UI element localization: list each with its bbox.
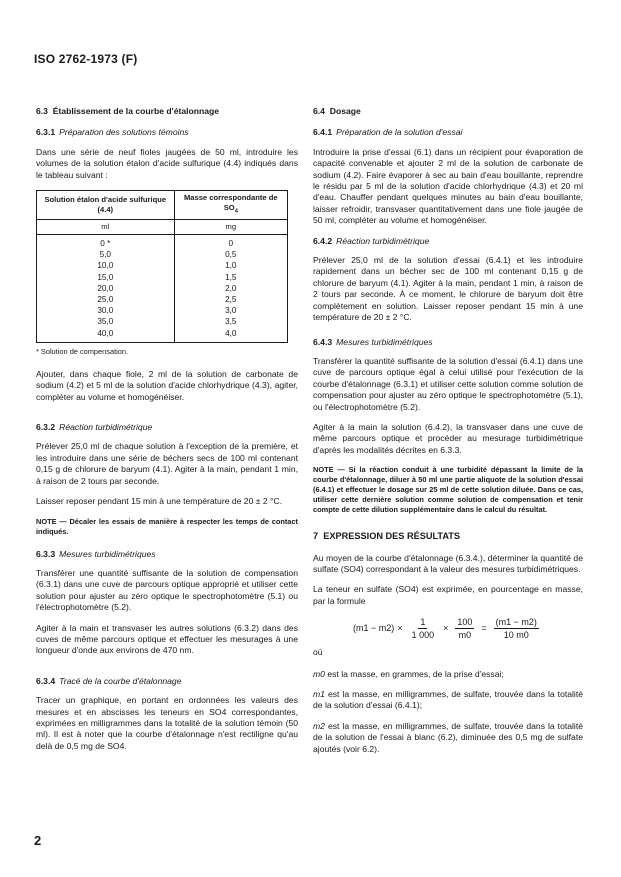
- paragraph-6-3-1: Dans une série de neuf fioles jaugées de 50 ml, introduire les volumes de la solution étalon d'acide sulfurique (4.4) indiqués dans le tableau suivant :: [36, 146, 298, 180]
- formula-times: ×: [397, 622, 403, 633]
- section-6-3-2-heading: [36, 422, 298, 433]
- section-title: Préparation de la solution d'essai: [336, 127, 463, 138]
- definition-text: est la masse, en milligrammes, de sulfate, trouvée dans la totalité de la solution de l'essai à blanc (6.2), diminuée des 0,5 mg de sulfate ajoutés (voir 6.2).: [313, 720, 584, 754]
- formula-left-term: (m1 − m2): [353, 622, 395, 633]
- section-number: 6.3.4: [36, 675, 56, 686]
- formula-times: ×: [443, 622, 449, 633]
- symbol: m2: [313, 720, 325, 731]
- fraction-numerator: 100: [457, 617, 473, 628]
- section-title: EXPRESSION DES RÉSULTATS: [323, 531, 461, 542]
- paragraph-7-b: La teneur en sulfate (SO4) est exprimée, en pourcentage en masse, par la formule: [313, 584, 583, 606]
- table-footnote: * Solution de compensation.: [36, 346, 129, 356]
- symbol: m0: [313, 668, 325, 679]
- table-cell: 0,5: [225, 250, 237, 260]
- table-cell: 4,0: [225, 328, 237, 338]
- paragraph-6-3-3-a: Transférer une quantité suffisante de la solution de compensation (6.3.1) dans une cuve de parcours optique approprié et utiliser cette solution pour ajuster au zéro optique le spectrophotomètre (5.1) ou l'électrophotomètre (5.2).: [36, 567, 298, 613]
- section-6-4-3-heading: [313, 337, 583, 348]
- section-number: 6.3.3: [36, 548, 56, 559]
- section-title: Tracé de la courbe d'étalonnage: [59, 675, 182, 686]
- note-6-3-2: NOTE — Décaler les essais de manière à respecter les temps de contact indiqués.: [36, 516, 298, 536]
- section-6-4-heading: [313, 106, 583, 117]
- calibration-table: [36, 190, 288, 343]
- paragraph-6-3-4: Tracer un graphique, en portant en ordonnées les valeurs des mesures et en abscisses les teneurs en SO4 correspondantes, exprimées en milligrammes dans la totalité de la solution témoin (50 ml). Il est à noter que la courbe d'étalonnage n'est rectiligne qu'au delà de 0,5 mg de SO4.: [36, 695, 298, 751]
- table-cell: 40,0: [97, 328, 114, 338]
- result-formula: [313, 616, 583, 641]
- table-header-mass: [174, 191, 287, 220]
- section-6-3-heading: [36, 106, 298, 117]
- table-unit-ml: ml: [37, 220, 175, 235]
- table-column-masses: [174, 235, 287, 343]
- section-title: Préparation des solutions témoins: [59, 127, 189, 138]
- paragraph-6-3-2-b: Laisser reposer pendant 15 min à une température de 20 ± 2 °C.: [36, 496, 283, 507]
- table-cell: 10,0: [97, 261, 114, 271]
- symbol: m1: [313, 689, 325, 699]
- table-cell: 5,0: [99, 250, 111, 260]
- table-cell: 3,5: [225, 317, 237, 327]
- paragraph-6-3-1-b: Ajouter, dans chaque fiole, 2 ml de la solution de carbonate de sodium (4.2) et 5 ml de la solution d'acide chlorhydrique (4.3), agiter, compléter au volume et homogénéiser.: [36, 368, 298, 402]
- definition-m0: [313, 669, 583, 680]
- section-number: 6.4.3: [313, 336, 333, 347]
- fraction-denominator: m0: [458, 630, 472, 641]
- section-7-heading: [313, 531, 583, 542]
- paragraph-6-4-1: Introduire la prise d'essai (6.1) dans un récipient pour évaporation de capacité convenable et ajouter 2 ml de la solution de carbonate de sodium (4.2). Faire évaporer à sec au bain d'eau bouillante, reprendre le résidu par 5 ml de la solution d'acide chlorhydrique (4.3) et 20 ml d'eau. Chauffer pendant quelques minutes au bain d'eau bouillante, laisser refroidir, transvaser quantitativement dans une fiole jaugée de 50 ml, compléter au volume et homogénéiser.: [313, 146, 583, 226]
- table-cell: 1,5: [225, 272, 237, 282]
- definition-m2: [313, 721, 583, 755]
- left-column: [36, 106, 298, 761]
- formula-fraction-1: [410, 616, 437, 641]
- paragraph-6-4-2: Prélever 25,0 ml de la solution d'essai (6.4.1) et les introduire rapidement dans un bécher sec de 100 ml contenant 0,15 g de chlorure de baryum (4.1). Agiter à la main, pendant 1 min, à raison de 2 tours par seconde. À ce moment, le chlorure de baryum doit être complètement en solution. Laisser reposer pendant 15 min à une température de 20 ± 2 °C.: [313, 255, 583, 323]
- fraction-denominator: 10 m0: [503, 630, 529, 641]
- section-title: Mesures turbidimétriques: [336, 336, 433, 347]
- section-number: 6.3.2: [36, 422, 56, 433]
- where-label: où: [313, 647, 323, 658]
- table-cell: 20,0: [97, 283, 114, 293]
- table-header-mass-subscript: 4: [234, 208, 238, 215]
- table-cell: 1,0: [225, 261, 237, 271]
- fraction-numerator: 1: [420, 617, 426, 628]
- paragraph-6-3-3-b: Agiter à la main et transvaser les autres solutions (6.3.2) dans des cuves de même parcours optique et effectuer les mesurages à une longueur d'onde aux environs de 470 nm.: [36, 622, 298, 656]
- section-6-4-2-heading: [313, 236, 583, 247]
- definition-m1: [313, 689, 583, 712]
- formula-equals: =: [481, 622, 487, 633]
- table-column-volumes: [37, 235, 175, 343]
- table-cell: 2,0: [225, 283, 237, 293]
- section-number: 6.3.1: [36, 127, 56, 138]
- fraction-denominator: 1 000: [411, 630, 435, 641]
- table-cell: 25,0: [97, 295, 114, 305]
- definition-text: est la masse, en milligrammes, de sulfate, trouvée dans la totalité de la solution d'essai (6.4.1);: [313, 689, 584, 711]
- section-6-3-3-heading: [36, 549, 298, 560]
- document-id: ISO 2762-1973 (F): [34, 52, 138, 66]
- section-number: 7: [313, 531, 319, 542]
- table-header-solution: Solution étalon d'acide sulfurique (4.4): [37, 191, 175, 220]
- paragraph-6-3-2-a: Prélever 25,0 ml de chaque solution à l'exception de la première, et les introduire dans une série de béchers secs de 100 ml contenant 0,15 g de chlorure de baryum (4.1). Agiter à la main, pendant 1 min, à raison de 2 tours par seconde.: [36, 441, 298, 486]
- section-6-3-1-heading: [36, 127, 298, 138]
- table-cell: 30,0: [97, 306, 114, 316]
- table-cell: 3,0: [225, 306, 237, 316]
- fraction-numerator: (m1 − m2): [495, 617, 537, 628]
- table-cell: 15,0: [97, 272, 114, 282]
- table-header-mass-text: Masse correspondante de SO: [183, 193, 278, 213]
- section-title: Réaction turbidimétrique: [336, 235, 430, 246]
- note-6-4-3: NOTE — Si la réaction conduit à une turbidité dépassant la limite de la courbe d'étalonnage, diluer à 50 ml une partie aliquote de la solution d'essai (6.4.1) et effectuer le dosage sur 25 ml de cette solution diluée. Dans ce cas, utiliser cette dernière solution comme solution de compensation et tenir compte de cette dilution supplémentaire dans le calcul du résultat.: [313, 465, 583, 515]
- table-cell: 0 *: [100, 239, 111, 249]
- right-column: [313, 106, 583, 764]
- table-cell: 2,5: [225, 295, 237, 305]
- section-number: 6.3: [36, 106, 48, 116]
- paragraph-6-4-3-b: Agiter à la main la solution (6.4.2), la transvaser dans une cuve de même parcours optique et procéder au mesurage turbidimétrique d'après les modalités décrites en 6.3.3.: [313, 421, 583, 455]
- section-number: 6.4.2: [313, 235, 333, 246]
- section-title: Mesures turbidimétriques: [59, 548, 156, 559]
- section-title: Réaction turbidimétrique: [59, 422, 153, 433]
- table-unit-mg: mg: [174, 220, 287, 235]
- paragraph-7-a: Au moyen de la courbe d'étalonnage (6.3.4.), déterminer la quantité de sulfate (SO4) correspondant à la valeur des mesures turbidimétriques.: [313, 552, 583, 574]
- formula-fraction-3: [494, 616, 539, 641]
- paragraph-6-4-3-a: Transférer la quantité suffisante de la solution d'essai (6.4.1) dans une cuve de parcours optique égal à celui utilisé pour l'exécution de la courbe d'étalonnage (6.3.1) et utiliser cette solution comme solution de compensation pour ajuster au zéro optique le spectrophotomètre (5.1), ou l'électrophotomètre (5.2).: [313, 355, 583, 412]
- section-title: Établissement de la courbe d'étalonnage: [52, 106, 220, 116]
- page-number: 2: [34, 833, 42, 848]
- section-6-4-1-heading: [313, 127, 583, 138]
- section-6-3-4-heading: [36, 676, 298, 687]
- table-cell: 0: [228, 239, 234, 249]
- section-number: 6.4: [313, 106, 325, 116]
- section-title: Dosage: [329, 106, 361, 116]
- definition-text: est la masse, en grammes, de la prise d'essai;: [327, 668, 504, 679]
- formula-fraction-2: [455, 616, 474, 641]
- section-number: 6.4.1: [313, 127, 333, 138]
- table-cell: 35,0: [97, 317, 114, 327]
